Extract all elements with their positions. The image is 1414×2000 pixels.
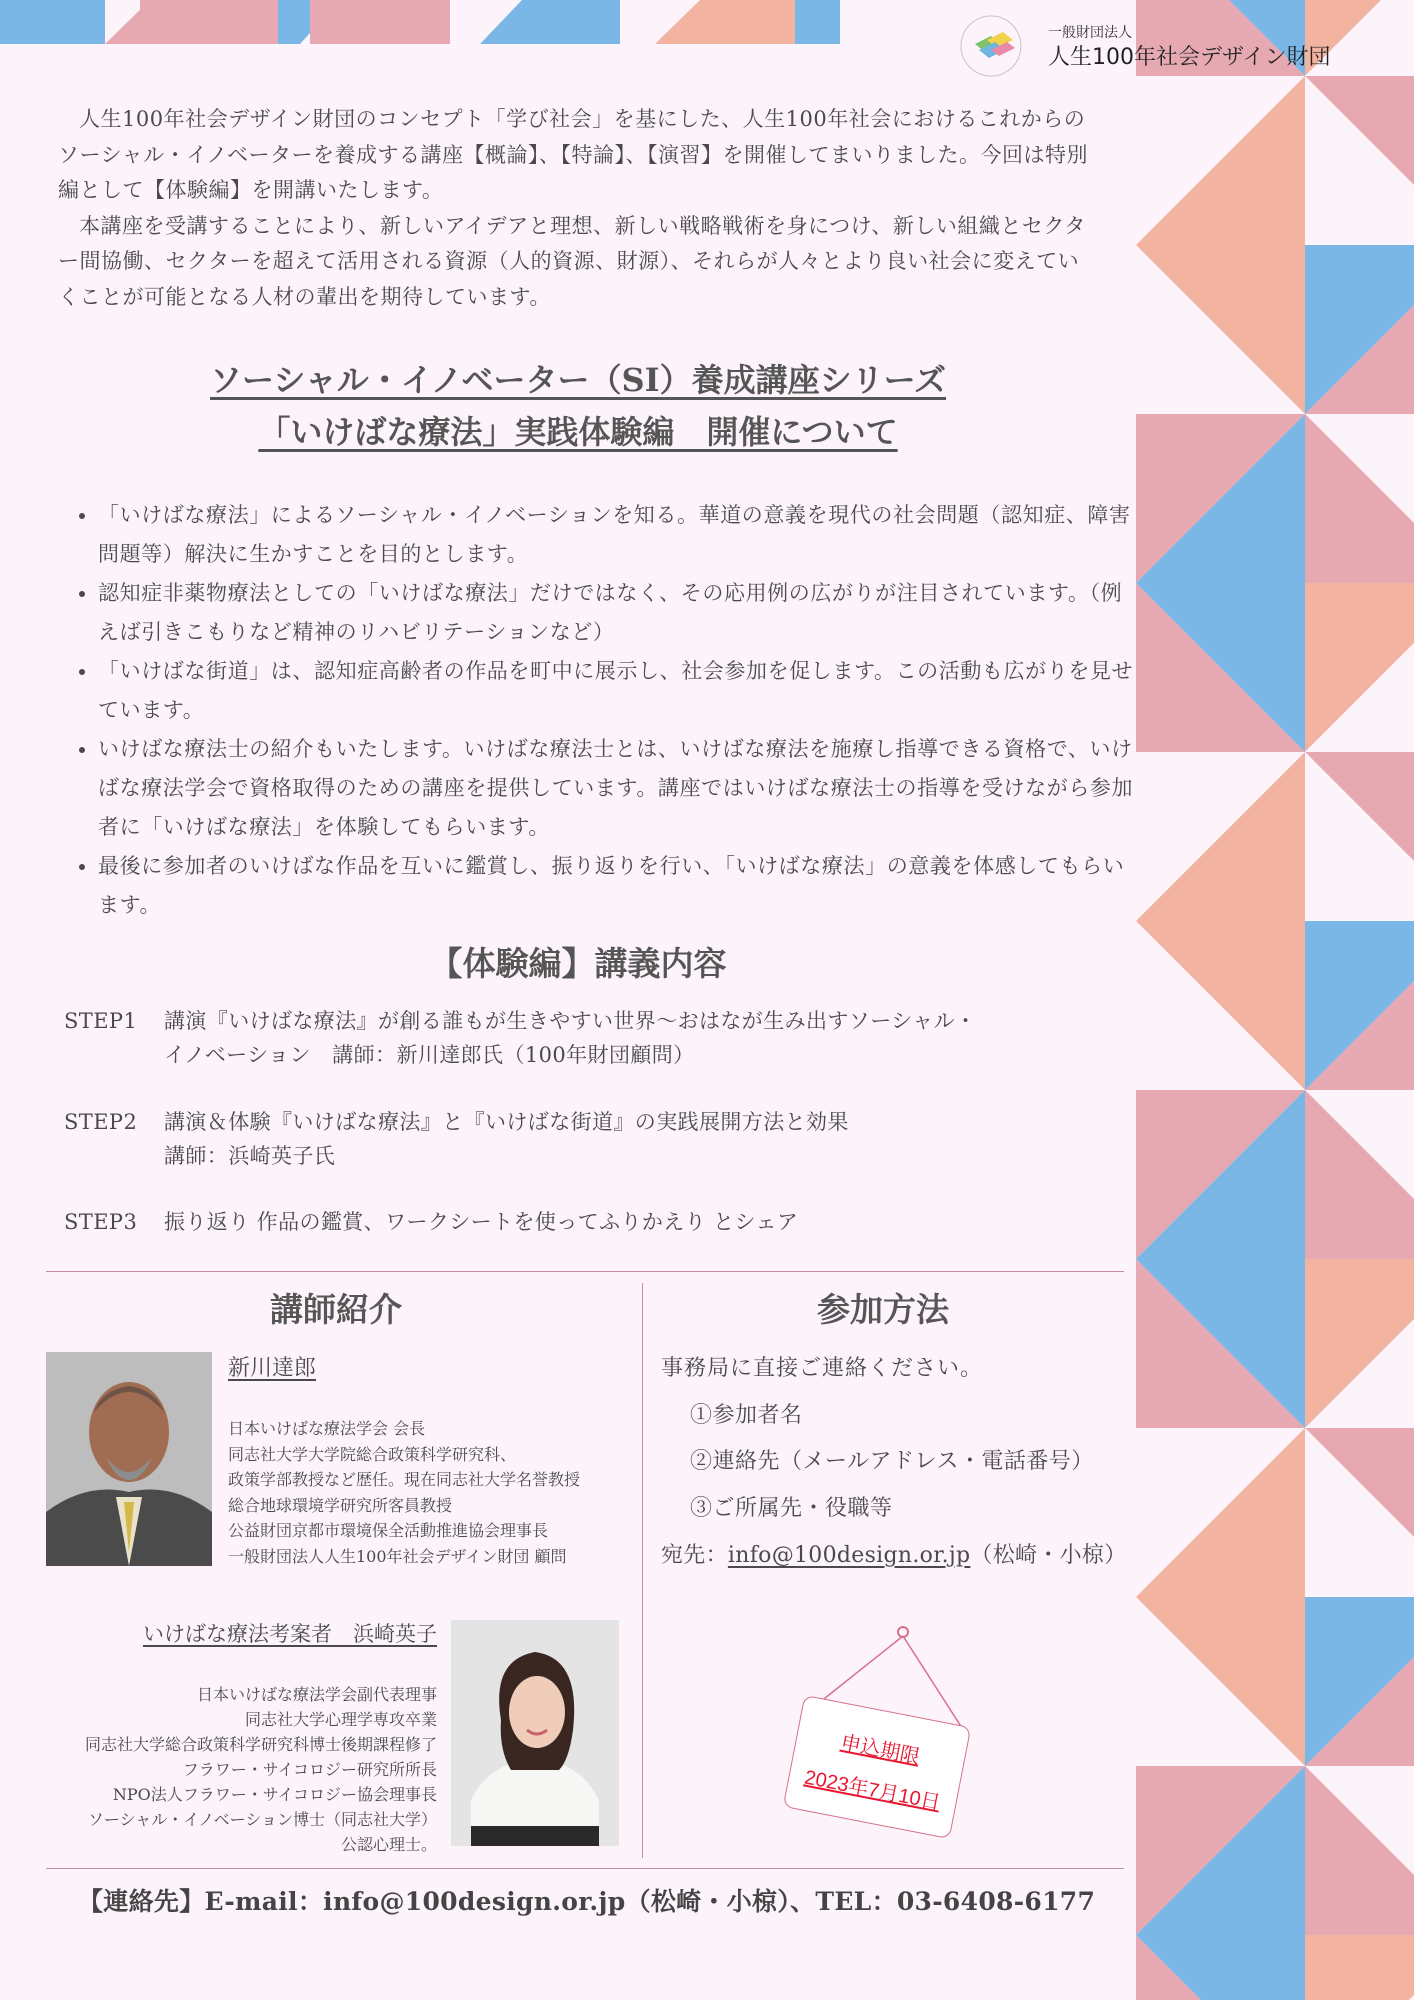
instructors-title: 講師紹介: [270, 1290, 402, 1329]
step-line: 講演『いけばな療法』が創る誰もが生きやすい世界～おはなが生み出すソーシャル・: [164, 1009, 977, 1033]
footer-contact: 【連絡先】E-mail：info@100design.or.jp（松崎・小椋）、TEL：03-6408-6177: [78, 1887, 1096, 1916]
list-item: • 最後に参加者のいけばな作品を互いに鑑賞し、振り返りを行い、「いけばな療法」の意義を体感してもらいます。: [98, 847, 1138, 925]
bio-line: 同志社大学総合政策科学研究科博士後期課程修了: [84, 1735, 437, 1754]
title-line-2: 「いけばな療法」実践体験編 開催について: [258, 413, 898, 451]
bio-line: ソーシャル・イノベーション博士（同志社大学）: [87, 1810, 437, 1829]
step-line: 講演＆体験『いけばな療法』と『いけばな街道』の実践展開方法と効果: [164, 1110, 849, 1134]
join-title: 参加方法: [817, 1290, 949, 1329]
org-name: 人生100年社会デザイン財団: [1048, 45, 1331, 70]
bio-line: フラワー・サイコロジー研究所所長: [182, 1760, 437, 1779]
org-type-label: 一般財団法人: [1048, 25, 1132, 41]
instructor-2-bio: [40, 1682, 437, 1857]
bio-line: 一般財団法人人生100年社会デザイン財団 顧問: [228, 1546, 567, 1566]
column-divider: [642, 1283, 643, 1858]
title-line-1: ソーシャル・イノベーター（SI）養成講座シリーズ: [210, 361, 946, 399]
step-1: [64, 1004, 977, 1067]
instructor-1-name: 新川達郎: [228, 1356, 317, 1381]
pattern-triangle: [1305, 1935, 1414, 2000]
step-2: [64, 1105, 849, 1168]
intro-text: [58, 102, 1098, 315]
instructor-2-photo: [451, 1620, 619, 1846]
overview-bullet-list: [60, 496, 1138, 925]
bio-line: 総合地球環境学研究所客員教授: [228, 1495, 453, 1515]
email-link[interactable]: info@100design.or.jp: [727, 1543, 971, 1568]
bio-line: 日本いけばな療法学会副代表理事: [196, 1685, 437, 1704]
step-label: STEP1: [64, 1009, 138, 1033]
step-label: STEP3: [64, 1210, 138, 1234]
foundation-logo: [955, 10, 1375, 80]
step-body: [164, 1105, 1144, 1173]
address-label: 宛先：: [661, 1543, 728, 1568]
divider: [46, 1271, 1124, 1272]
deadline-label: 申込期限: [838, 1731, 922, 1769]
step-line: 振り返り 作品の鑑賞、ワークシートを使ってふりかえり とシェア: [164, 1210, 799, 1234]
join-item: ③ご所属先・役職等: [690, 1496, 893, 1521]
bio-line: 公認心理士。: [340, 1835, 437, 1854]
step-body: [164, 1004, 1144, 1072]
page-title: [58, 354, 1098, 458]
right-pattern-column: [1136, 0, 1414, 2000]
list-item: • いけばな療法士の紹介もいたします。いけばな療法士とは、いけばな療法を施療し指導できる資格で、いけばな療法学会で資格取得のための講座を提供しています。講座ではいけばな療法士の指導を受けながら参加者に「いけばな療法」を体験してもらいます。: [98, 730, 1138, 847]
logo-mark-icon: [955, 10, 1035, 80]
bio-line: 同志社大学大学院総合政策科学研究科、: [228, 1444, 517, 1464]
intro-paragraph-2: 本講座を受講することにより、新しいアイデアと理想、新しい戦略戦術を身につけ、新しい組織とセクター間協働、セクターを超えて活用される資源（人的資源、財源）、それらが人々とより良い社会に変えていくことが可能となる人材の輩出を期待しています。: [58, 213, 1086, 309]
bio-line: 日本いけばな療法学会 会長: [228, 1419, 426, 1438]
join-item: ①参加者名: [690, 1403, 803, 1428]
step-line: イノベーション 講師：新川達郎氏（100年財団顧問）: [164, 1043, 695, 1067]
deadline-sign: [770, 1622, 990, 1842]
address-contact-names: （松崎・小椋）: [970, 1543, 1127, 1568]
join-address: [661, 1538, 1127, 1569]
step-3: [64, 1205, 799, 1239]
instructor-2-name: いけばな療法考案者 浜崎英子: [143, 1622, 437, 1646]
step-line: 講師：浜崎英子氏: [164, 1144, 336, 1168]
step-body: [164, 1205, 1144, 1239]
instructor-1-photo: [46, 1352, 212, 1566]
list-item: • 「いけばな街道」は、認知症高齢者の作品を町中に展示し、社会参加を促します。この活動も広がりを見せています。: [98, 652, 1138, 730]
bio-line: 公益財団京都市環境保全活動推進協会理事長: [228, 1521, 549, 1540]
divider: [46, 1868, 1124, 1869]
lecture-section-title: 【体験編】講義内容: [429, 944, 727, 983]
deadline-date: 2023年7月10日: [802, 1766, 943, 1815]
join-item: ②連絡先（メールアドレス・電話番号）: [690, 1449, 1094, 1474]
instructor-1-bio: [228, 1416, 580, 1569]
join-instruction: 事務局に直接ご連絡ください。: [661, 1356, 984, 1381]
bio-line: 政策学部教授など歴任。現在同志社大学名誉教授: [228, 1470, 581, 1489]
bio-line: 同志社大学心理学専攻卒業: [244, 1710, 437, 1729]
intro-paragraph-1: 人生100年社会デザイン財団のコンセプト「学び社会」を基にした、人生100年社会におけるこれからのソーシャル・イノベーターを養成する講座【概論】、【特論】、【演習】を開催してまいりました。今回は特別編として【体験編】を開講いたします。: [58, 107, 1089, 202]
list-item: • 認知症非薬物療法としての「いけばな療法」だけではなく、その応用例の広がりが注目されています。（例えば引きこもりなど精神のリハビリテーションなど）: [98, 574, 1138, 652]
list-item: • 「いけばな療法」によるソーシャル・イノベーションを知る。華道の意義を現代の社会問題（認知症、障害問題等）解決に生かすことを目的とします。: [98, 496, 1138, 574]
step-label: STEP2: [64, 1110, 138, 1134]
bio-line: NPO法人フラワー・サイコロジー協会理事長: [112, 1785, 437, 1804]
